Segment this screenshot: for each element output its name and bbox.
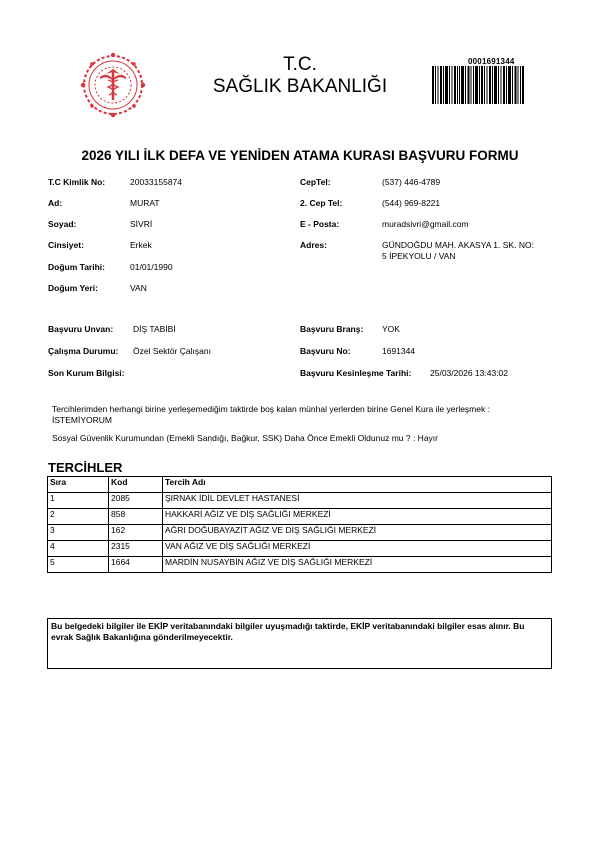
kesinlesme-label: Başvuru Kesinleşme Tarihi:: [300, 368, 412, 378]
ad-label: Ad:: [48, 198, 63, 208]
cinsiyet-label: Cinsiyet:: [48, 240, 84, 250]
unvan-label: Başvuru Unvan:: [48, 324, 114, 334]
calisma-label: Çalışma Durumu:: [48, 346, 119, 356]
soyad-value: SİVRİ: [130, 219, 153, 229]
row-kod: 1664: [109, 557, 163, 573]
barcode-number: 0001691344: [468, 57, 515, 66]
preferences-title: TERCİHLER: [48, 460, 123, 475]
dogum-yeri-value: VAN: [130, 283, 147, 293]
ministry-line1: T.C.: [283, 54, 317, 75]
preferences-table: [47, 476, 552, 573]
row-sira: 2: [48, 509, 109, 525]
brans-label: Başvuru Branş:: [300, 324, 364, 334]
cep2-label: 2. Cep Tel:: [300, 198, 343, 208]
ministry-line2: SAĞLIK BAKANLIĞI: [212, 76, 388, 97]
ministry-logo: [78, 50, 148, 120]
unvan-value: DİŞ TABİBİ: [133, 324, 176, 334]
column-header-kod: Kod: [109, 477, 163, 493]
ad-value: MURAT: [130, 198, 160, 208]
ceptel-label: CepTel:: [300, 177, 331, 187]
adres-label: Adres:: [300, 240, 327, 250]
cinsiyet-value: Erkek: [130, 240, 152, 250]
ministry-heading: [200, 54, 400, 98]
table-row: [48, 525, 552, 541]
row-tercih-adi: AĞRI DOĞUBAYAZIT AĞIZ VE DİŞ SAĞLIĞI MERKEZİ: [163, 525, 552, 541]
table-header-row: [48, 477, 552, 493]
row-kod: 2315: [109, 541, 163, 557]
form-title: 2026 YILI İLK DEFA VE YENİDEN ATAMA KURASI BAŞVURU FORMU: [81, 148, 519, 163]
dogum-tarihi-label: Doğum Tarihi:: [48, 262, 105, 272]
genel-kura-note: Tercihlerimden herhangi birine yerleşemediğim taktirde boş kalan münhal yerlerden birine Genel Kura ile yerleşmek :: [52, 404, 490, 414]
tc-label: T.C Kimlik No:: [48, 177, 106, 187]
basvuru-no-label: Başvuru No:: [300, 346, 351, 356]
eposta-value: muradsivri@gmail.com: [382, 219, 469, 229]
table-row: [48, 493, 552, 509]
cep2-value: (544) 969-8221: [382, 198, 441, 208]
tc-value: 20033155874: [130, 177, 183, 187]
row-tercih-adi: HAKKARİ AĞIZ VE DİŞ SAĞLIĞI MERKEZİ: [163, 509, 552, 525]
calisma-value: Özel Sektör Çalışanı: [133, 346, 211, 356]
soyad-label: Soyad:: [48, 219, 77, 229]
row-kod: 162: [109, 525, 163, 541]
row-kod: 2085: [109, 493, 163, 509]
eposta-label: E - Posta:: [300, 219, 340, 229]
dogum-tarihi-value: 01/01/1990: [130, 262, 173, 272]
row-sira: 4: [48, 541, 109, 557]
table-row: [48, 509, 552, 525]
row-tercih-adi: MARDİN NUSAYBİN AĞIZ VE DİŞ SAĞLIĞI MERKEZİ: [163, 557, 552, 573]
ceptel-value: (537) 446-4789: [382, 177, 441, 187]
column-header-sira: Sıra: [48, 477, 109, 493]
adres-line2: 5 İPEKYOLU / VAN: [382, 251, 456, 261]
table-row: [48, 557, 552, 573]
son-kurum-label: Son Kurum Bilgisi:: [48, 368, 125, 378]
adres-line1: GÜNDOĞDU MAH. AKASYA 1. SK. NO:: [382, 240, 534, 250]
basvuru-no-value: 1691344: [382, 346, 416, 356]
row-kod: 858: [109, 509, 163, 525]
brans-value: YOK: [382, 324, 400, 334]
kesinlesme-value: 25/03/2026 13:43:02: [430, 368, 508, 378]
row-tercih-adi: VAN AĞIZ VE DİŞ SAĞLIĞI MERKEZİ: [163, 541, 552, 557]
emeklilik-note: Sosyal Güvenlik Kurumundan (Emekli Sandığı, Bağkur, SSK) Daha Önce Emekli Oldunuz mu ? : Hayır: [52, 433, 438, 443]
dogum-yeri-label: Doğum Yeri:: [48, 283, 98, 293]
barcode: [432, 66, 524, 104]
row-sira: 3: [48, 525, 109, 541]
column-header-tercih-adi: Tercih Adı: [163, 477, 552, 493]
row-tercih-adi: ŞIRNAK İDİL DEVLET HASTANESİ: [163, 493, 552, 509]
row-sira: 1: [48, 493, 109, 509]
genel-kura-answer: İSTEMİYORUM: [52, 415, 112, 425]
row-sira: 5: [48, 557, 109, 573]
table-row: [48, 541, 552, 557]
disclaimer-box: Bu belgedeki bilgiler ile EKİP veritabanındaki bilgiler uyuşmadığı taktirde, EKİP veritabanındaki bilgiler esas alınır. Bu evrak Sağlık Bakanlığına gönderilmeyecektir.: [47, 618, 552, 669]
